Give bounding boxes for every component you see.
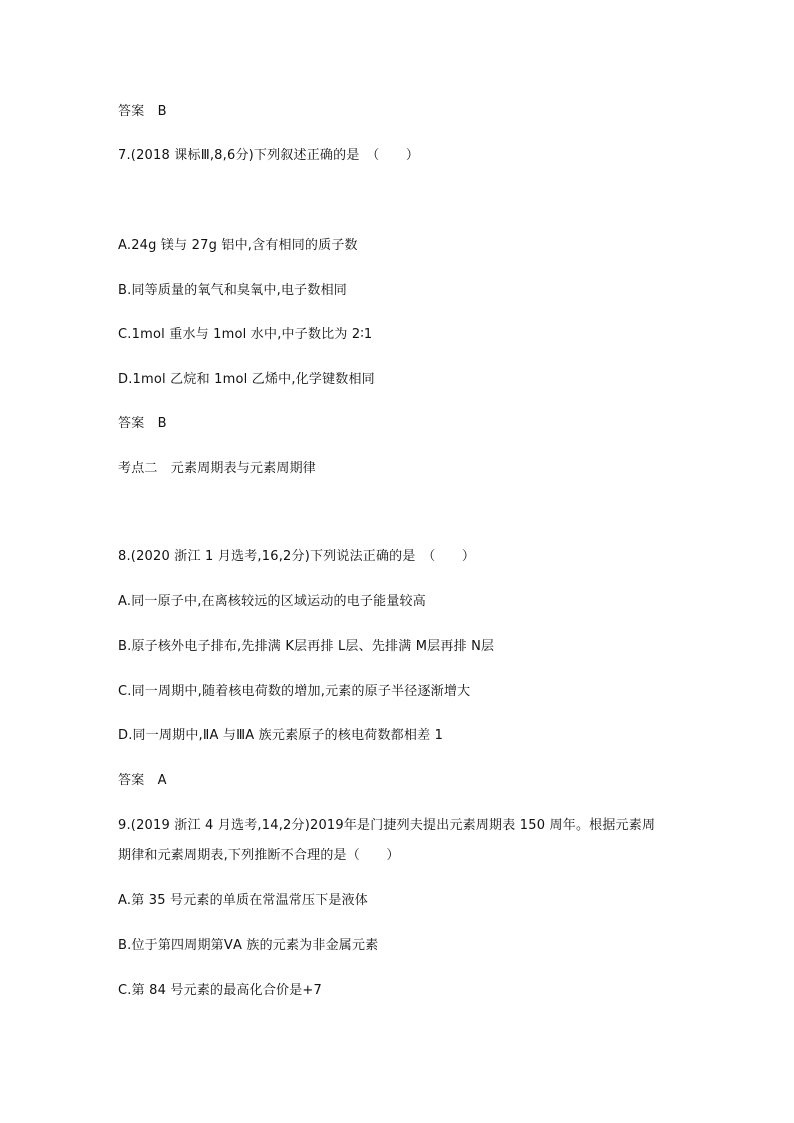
question-7-option-c: C.1mol 重水与 1mol 水中,中子数比为 2∶1 bbox=[118, 327, 373, 342]
question-9-option-b: B.位于第四周期第ⅤA 族的元素为非金属元素 bbox=[118, 938, 379, 953]
answer-line: 答案 B bbox=[118, 104, 167, 119]
question-9-stem-line-2: 期律和元素周期表,下列推断不合理的是（ ） bbox=[118, 848, 400, 863]
question-8-option-b: B.原子核外电子排布,先排满 K层再排 L层、先排满 M层再排 N层 bbox=[118, 639, 495, 654]
section-heading: 考点二 元素周期表与元素周期律 bbox=[118, 461, 317, 476]
question-9-option-a: A.第 35 号元素的单质在常温常压下是液体 bbox=[118, 893, 369, 908]
question-7-option-b: B.同等质量的氧气和臭氧中,电子数相同 bbox=[118, 283, 347, 298]
question-7-option-d: D.1mol 乙烷和 1mol 乙烯中,化学键数相同 bbox=[118, 372, 375, 387]
answer-line: 答案 B bbox=[118, 416, 167, 431]
question-9-option-c: C.第 84 号元素的最高化合价是+7 bbox=[118, 983, 322, 998]
question-8-option-c: C.同一周期中,随着核电荷数的增加,元素的原子半径逐渐增大 bbox=[118, 684, 471, 699]
question-8-stem: 8.(2020 浙江 1 月选考,16,2分)下列说法正确的是 （ ） bbox=[118, 549, 476, 564]
question-7-option-a: A.24g 镁与 27g 铝中,含有相同的质子数 bbox=[118, 238, 358, 253]
question-8-option-a: A.同一原子中,在离核较远的区域运动的电子能量较高 bbox=[118, 594, 426, 609]
question-8-option-d: D.同一周期中,ⅡA 与ⅢA 族元素原子的核电荷数都相差 1 bbox=[118, 728, 444, 743]
answer-line: 答案 A bbox=[118, 773, 167, 788]
question-7-stem: 7.(2018 课标Ⅲ,8,6分)下列叙述正确的是 （ ） bbox=[118, 148, 420, 163]
question-9-stem-line-1: 9.(2019 浙江 4 月选考,14,2分)2019年是门捷列夫提出元素周期表 150 周年。根据元素周 bbox=[118, 818, 656, 833]
